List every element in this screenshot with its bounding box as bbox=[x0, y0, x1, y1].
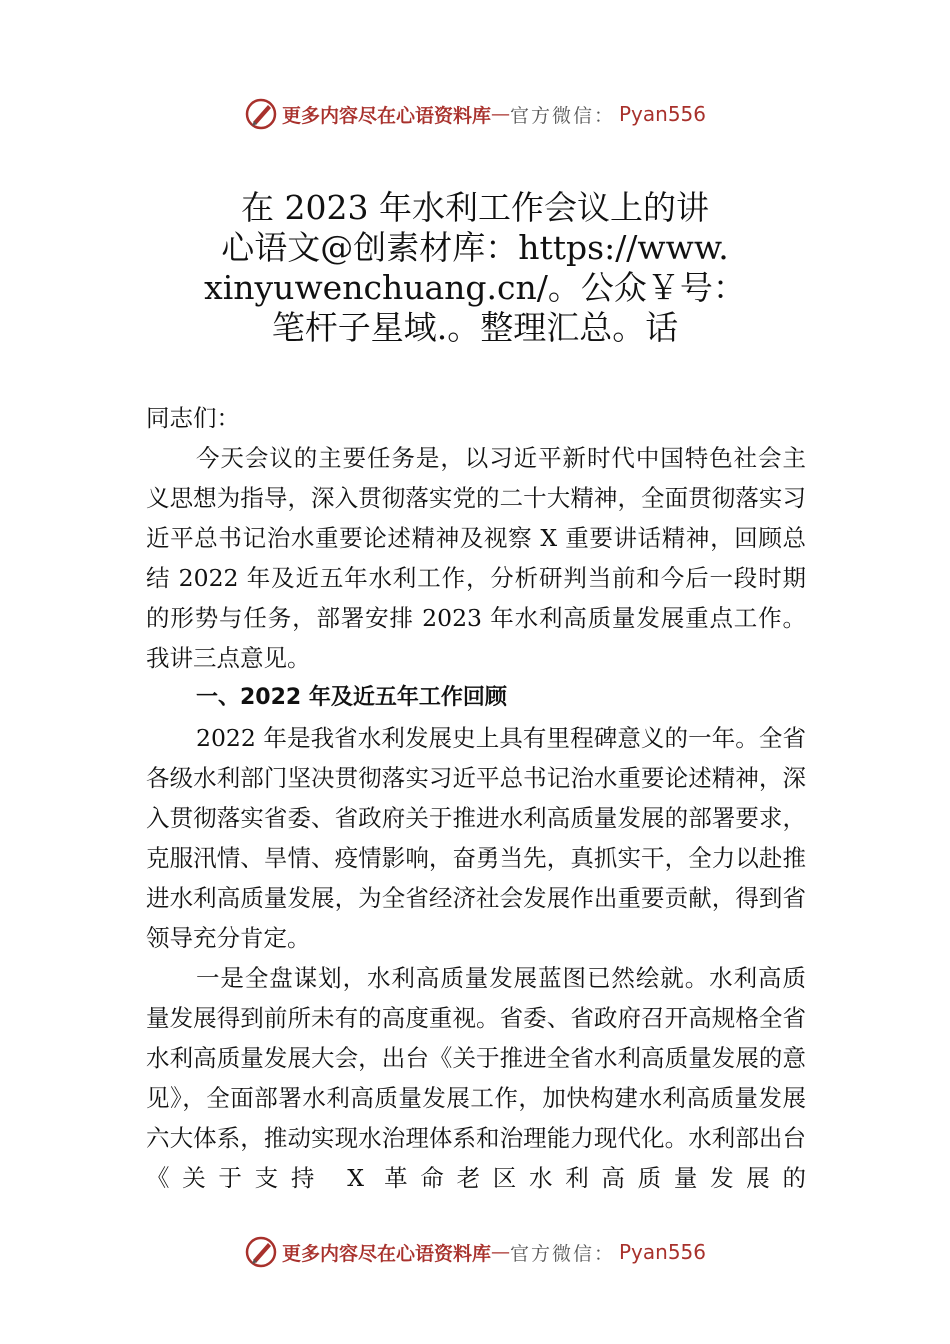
document-body bbox=[146, 398, 806, 1198]
paragraph-1: 今天会议的主要任务是，以习近平新时代中国特色社会主义思想为指导，深入贯彻落实党的二十大精神，全面贯彻落实习近平总书记治水重要论述精神及视察 X 重要讲话精神，回顾总结 2022 年及近五年水利工作，分析研判当前和今后一段时期的形势与任务，部署安排 2023 年水利高质量发展重点工作。我讲三点意见。 bbox=[146, 444, 806, 672]
paragraph-2: 2022 年是我省水利发展史上具有里程碑意义的一年。全省各级水利部门坚决贯彻落实习近平总书记治水重要论述精神，深入贯彻落实省委、省政府关于推进水利高质量发展的部署要求，克服汛情、旱情、疫情影响，奋勇当先，真抓实干，全力以赴推进水利高质量发展，为全省经济社会发展作出重要贡献，得到省领导充分肯定。 bbox=[146, 724, 806, 952]
banner-wechat-id: Pyan556 bbox=[619, 1240, 707, 1264]
salutation: 同志们： bbox=[146, 404, 240, 432]
banner-wechat-label: 官方微信： bbox=[509, 104, 615, 127]
banner-wechat-label: 官方微信： bbox=[509, 1242, 615, 1265]
banner-wechat-id: Pyan556 bbox=[619, 102, 707, 126]
pen-logo-icon bbox=[244, 1235, 278, 1269]
section-heading-1: 一、2022 年及近五年工作回顾 bbox=[196, 685, 507, 710]
banner-brand-text: 更多内容尽在心语资料库 bbox=[281, 1242, 491, 1265]
paragraph-3: 一是全盘谋划，水利高质量发展蓝图已然绘就。水利高质量发展得到前所未有的高度重视。省委、省政府召开高规格全省水利高质量发展大会，出台《关于推进全省水利高质量发展的意见》，全面部署水利高质量发展工作，加快构建水利高质量发展六大体系，推动实现水治理体系和治理能力现代化。水利部出台《关于支持 X 革命老区水利高质量发展的 bbox=[146, 964, 806, 1192]
banner-dash: — bbox=[490, 1241, 510, 1263]
banner-dash: — bbox=[490, 103, 510, 125]
title-line-1: 在 2023 年水利工作会议上的讲 bbox=[241, 188, 709, 227]
banner-brand-text: 更多内容尽在心语资料库 bbox=[281, 104, 491, 127]
pen-logo-icon bbox=[244, 97, 278, 131]
footer-banner bbox=[0, 1232, 950, 1272]
header-banner bbox=[0, 94, 950, 134]
title-line-3: xinyuwenchuang.cn/。公众￥号： bbox=[204, 268, 746, 307]
title-line-2: 心语文@创素材库：https://www. bbox=[221, 228, 729, 267]
document-title bbox=[150, 188, 800, 348]
title-line-4: 笔杆子星域.。整理汇总。话 bbox=[271, 308, 679, 347]
